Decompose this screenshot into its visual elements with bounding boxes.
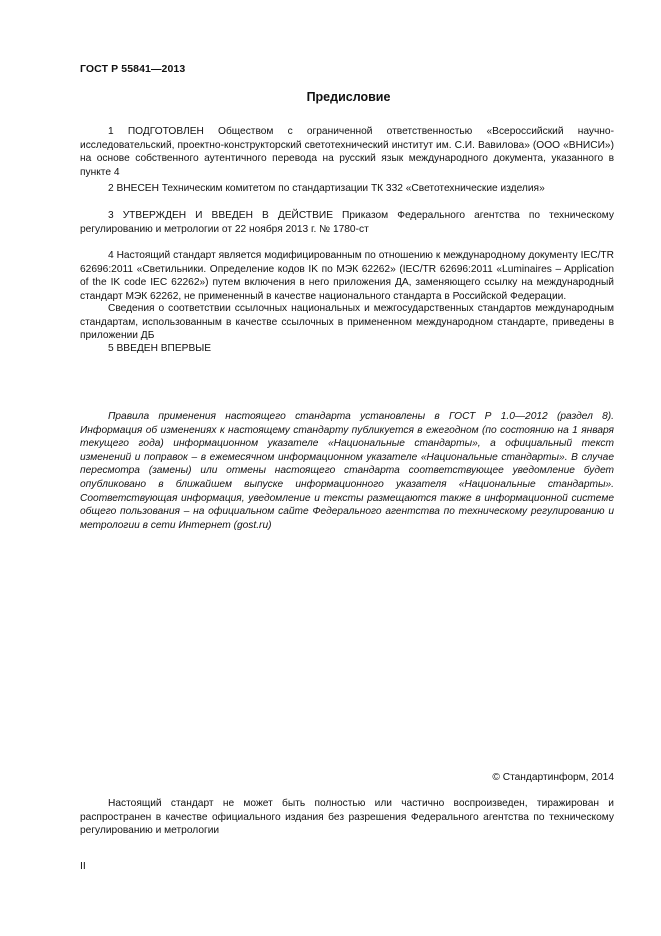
paragraph-4: 4 Настоящий стандарт является модифицированным по отношению к международному документу IEC/TR 62696:2011 «Светильники. Определение кодов IK по МЭК 62262» (IEC/TR 62696:2011 «Luminaires – Application of the IK code IEC 62262») путем включения в него приложения ДА, заменяющего ссылку на международный стандарт МЭК 62262, не примененный в качестве национального стандарта в Российской Федерации. xyxy=(80,250,614,302)
page-title: Предисловие xyxy=(306,90,391,104)
document-code: ГОСТ Р 55841—2013 xyxy=(80,63,186,75)
paragraph-4-references: Сведения о соответствии ссылочных национальных и межгосударственных стандартов международным стандартам, использованным в качестве ссылочных в примененном международном стандарте, приведены в приложении ДБ xyxy=(80,303,614,342)
page-number: II xyxy=(80,860,86,872)
reproduction-notice: Настоящий стандарт не может быть полностью или частично воспроизведен, тиражирован и распространен в качестве официального издания без разрешения Федерального агентства по техническому регулированию и метрологии xyxy=(80,798,614,837)
usage-notice: Правила применения настоящего стандарта установлены в ГОСТ Р 1.0—2012 (раздел 8). Информация об изменениях к настоящему стандарту публикуется в ежегодном (по состоянию на 1 января текущего года) информационном указателе «Национальные стандарты», а официальный текст изменений и поправок – в ежемесячном информационном указателе «Национальные стандарты». В случае пересмотра (замены) или отмены настоящего стандарта соответствующее уведомление будет опубликовано в ближайшем выпуске информационного указателя «Национальные стандарты». Соответствующая информация, уведомление и тексты размещаются также в информационной системе общего пользования – на официальном сайте Федерального агентства по техническому регулированию и метрологии в сети Интернет (gost.ru) xyxy=(80,411,614,531)
paragraph-1: 1 ПОДГОТОВЛЕН Обществом с ограниченной ответственностью «Всероссийский научно-исследовательский, проектно-конструкторский светотехнический институт им. С.И. Вавилова» (ООО «ВНИСИ») на основе собственного аутентичного перевода на русский язык международного документа, указанного в пункте 4 xyxy=(80,126,614,178)
paragraph-2: 2 ВНЕСЕН Техническим комитетом по стандартизации ТК 332 «Светотехнические изделия» xyxy=(108,183,545,194)
paragraph-3: 3 УТВЕРЖДЕН И ВВЕДЕН В ДЕЙСТВИЕ Приказом Федерального агентства по техническому регулированию и метрологии от 22 ноября 2013 г. № 1780-ст xyxy=(80,210,614,235)
copyright: © Стандартинформ, 2014 xyxy=(492,772,614,783)
paragraph-5: 5 ВВЕДЕН ВПЕРВЫЕ xyxy=(108,343,212,354)
